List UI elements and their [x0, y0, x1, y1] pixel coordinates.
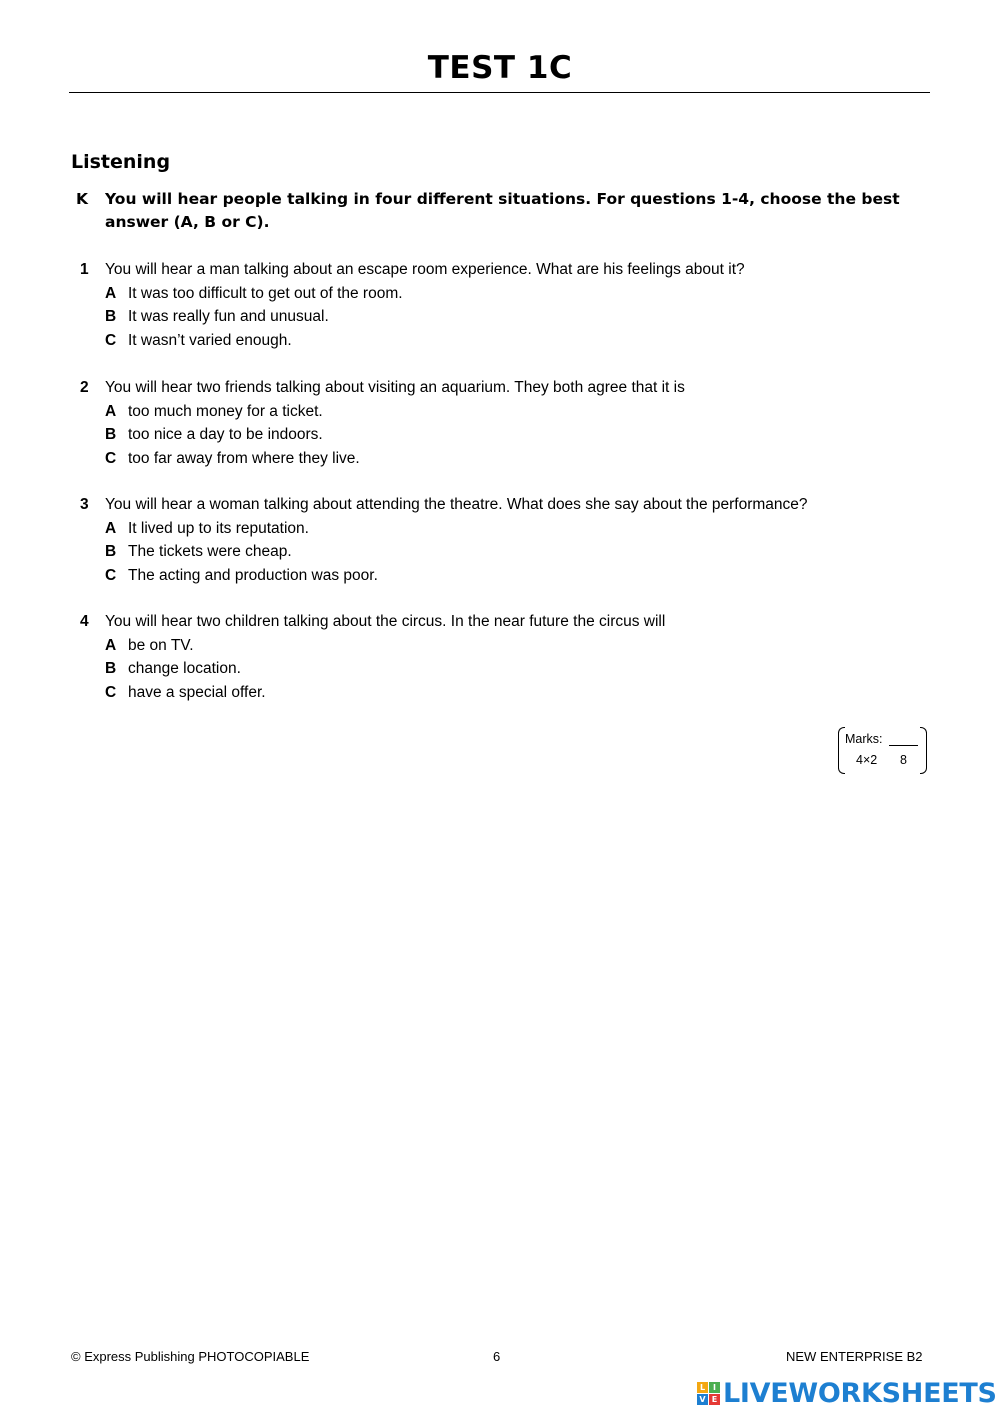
- marks-calculation: 4×2: [856, 753, 878, 767]
- question-1: [80, 258, 930, 352]
- question-text: You will hear a man talking about an escape room experience. What are his feelings about it?: [105, 261, 745, 278]
- logo-tile: V: [697, 1394, 708, 1405]
- option-text: The acting and production was poor.: [128, 566, 378, 584]
- question-3: [80, 493, 930, 587]
- option-letter: A: [105, 636, 117, 654]
- option-letter: A: [105, 519, 117, 537]
- question-stem: [80, 376, 930, 400]
- task-instruction-text: You will hear people talking in four different situations. For questions 1-4, choose the best answer (A, B or C).: [105, 190, 900, 231]
- marks-total: 8: [900, 753, 907, 767]
- option-letter: A: [105, 284, 117, 302]
- option-2a[interactable]: [80, 400, 930, 424]
- marks-label: Marks:: [845, 732, 883, 746]
- option-letter: C: [105, 683, 117, 701]
- option-3b[interactable]: [80, 540, 930, 564]
- marks-score-blank[interactable]: [889, 745, 918, 746]
- footer-page-number: 6: [493, 1349, 501, 1364]
- option-2b[interactable]: [80, 423, 930, 447]
- liveworksheets-logo-icon: [697, 1382, 720, 1405]
- task-instruction: [76, 188, 916, 234]
- option-text: The tickets were cheap.: [128, 543, 292, 560]
- option-text: It was really fun and unusual.: [128, 308, 329, 325]
- footer-book-title: NEW ENTERPRISE B2: [786, 1349, 923, 1364]
- option-text: too nice a day to be indoors.: [128, 426, 323, 443]
- option-letter: B: [105, 543, 117, 560]
- option-letter: C: [105, 331, 117, 349]
- option-text: It wasn’t varied enough.: [128, 331, 292, 349]
- option-letter: A: [105, 402, 117, 420]
- option-letter: B: [105, 426, 117, 443]
- option-1b[interactable]: [80, 305, 930, 329]
- question-number: 1: [80, 261, 89, 278]
- question-stem: [80, 610, 930, 634]
- option-text: have a special offer.: [128, 683, 266, 701]
- left-bracket: [838, 727, 845, 774]
- option-4c[interactable]: [80, 681, 930, 705]
- option-letter: C: [105, 449, 117, 467]
- question-text: You will hear a woman talking about attending the theatre. What does she say about the performance?: [105, 496, 808, 513]
- option-text: too much money for a ticket.: [128, 402, 323, 420]
- option-text: It was too difficult to get out of the room.: [128, 284, 403, 302]
- page-title: TEST 1C: [427, 50, 573, 86]
- footer-copyright: © Express Publishing PHOTOCOPIABLE: [71, 1349, 310, 1364]
- logo-tile: E: [709, 1394, 720, 1405]
- option-text: It lived up to its reputation.: [128, 519, 309, 537]
- question-text: You will hear two children talking about the circus. In the near future the circus will: [105, 613, 666, 630]
- section-heading: Listening: [71, 151, 171, 173]
- title-divider: [69, 92, 930, 93]
- option-4a[interactable]: [80, 634, 930, 658]
- question-number: 4: [80, 613, 89, 630]
- option-3a[interactable]: [80, 517, 930, 541]
- option-1c[interactable]: [80, 329, 930, 353]
- question-text: You will hear two friends talking about visiting an aquarium. They both agree that it is: [105, 379, 685, 396]
- question-number: 3: [80, 496, 89, 513]
- question-number: 2: [80, 379, 89, 396]
- option-2c[interactable]: [80, 447, 930, 471]
- option-1a[interactable]: [80, 282, 930, 306]
- option-4b[interactable]: [80, 657, 930, 681]
- logo-tile: I: [709, 1382, 720, 1393]
- marks-box: [838, 727, 927, 774]
- option-letter: B: [105, 660, 117, 677]
- right-bracket: [920, 727, 927, 774]
- logo-tile: L: [697, 1382, 708, 1393]
- question-stem: [80, 493, 930, 517]
- option-letter: C: [105, 566, 117, 584]
- option-3c[interactable]: [80, 564, 930, 588]
- question-2: [80, 376, 930, 470]
- option-text: too far away from where they live.: [128, 449, 360, 467]
- option-letter: B: [105, 308, 117, 325]
- liveworksheets-logo: [697, 1379, 997, 1407]
- task-letter: K: [76, 190, 89, 208]
- question-4: [80, 610, 930, 704]
- option-text: be on TV.: [128, 636, 194, 654]
- option-text: change location.: [128, 660, 241, 677]
- liveworksheets-wordmark: LIVEWORKSHEETS: [723, 1377, 997, 1409]
- question-stem: [80, 258, 930, 282]
